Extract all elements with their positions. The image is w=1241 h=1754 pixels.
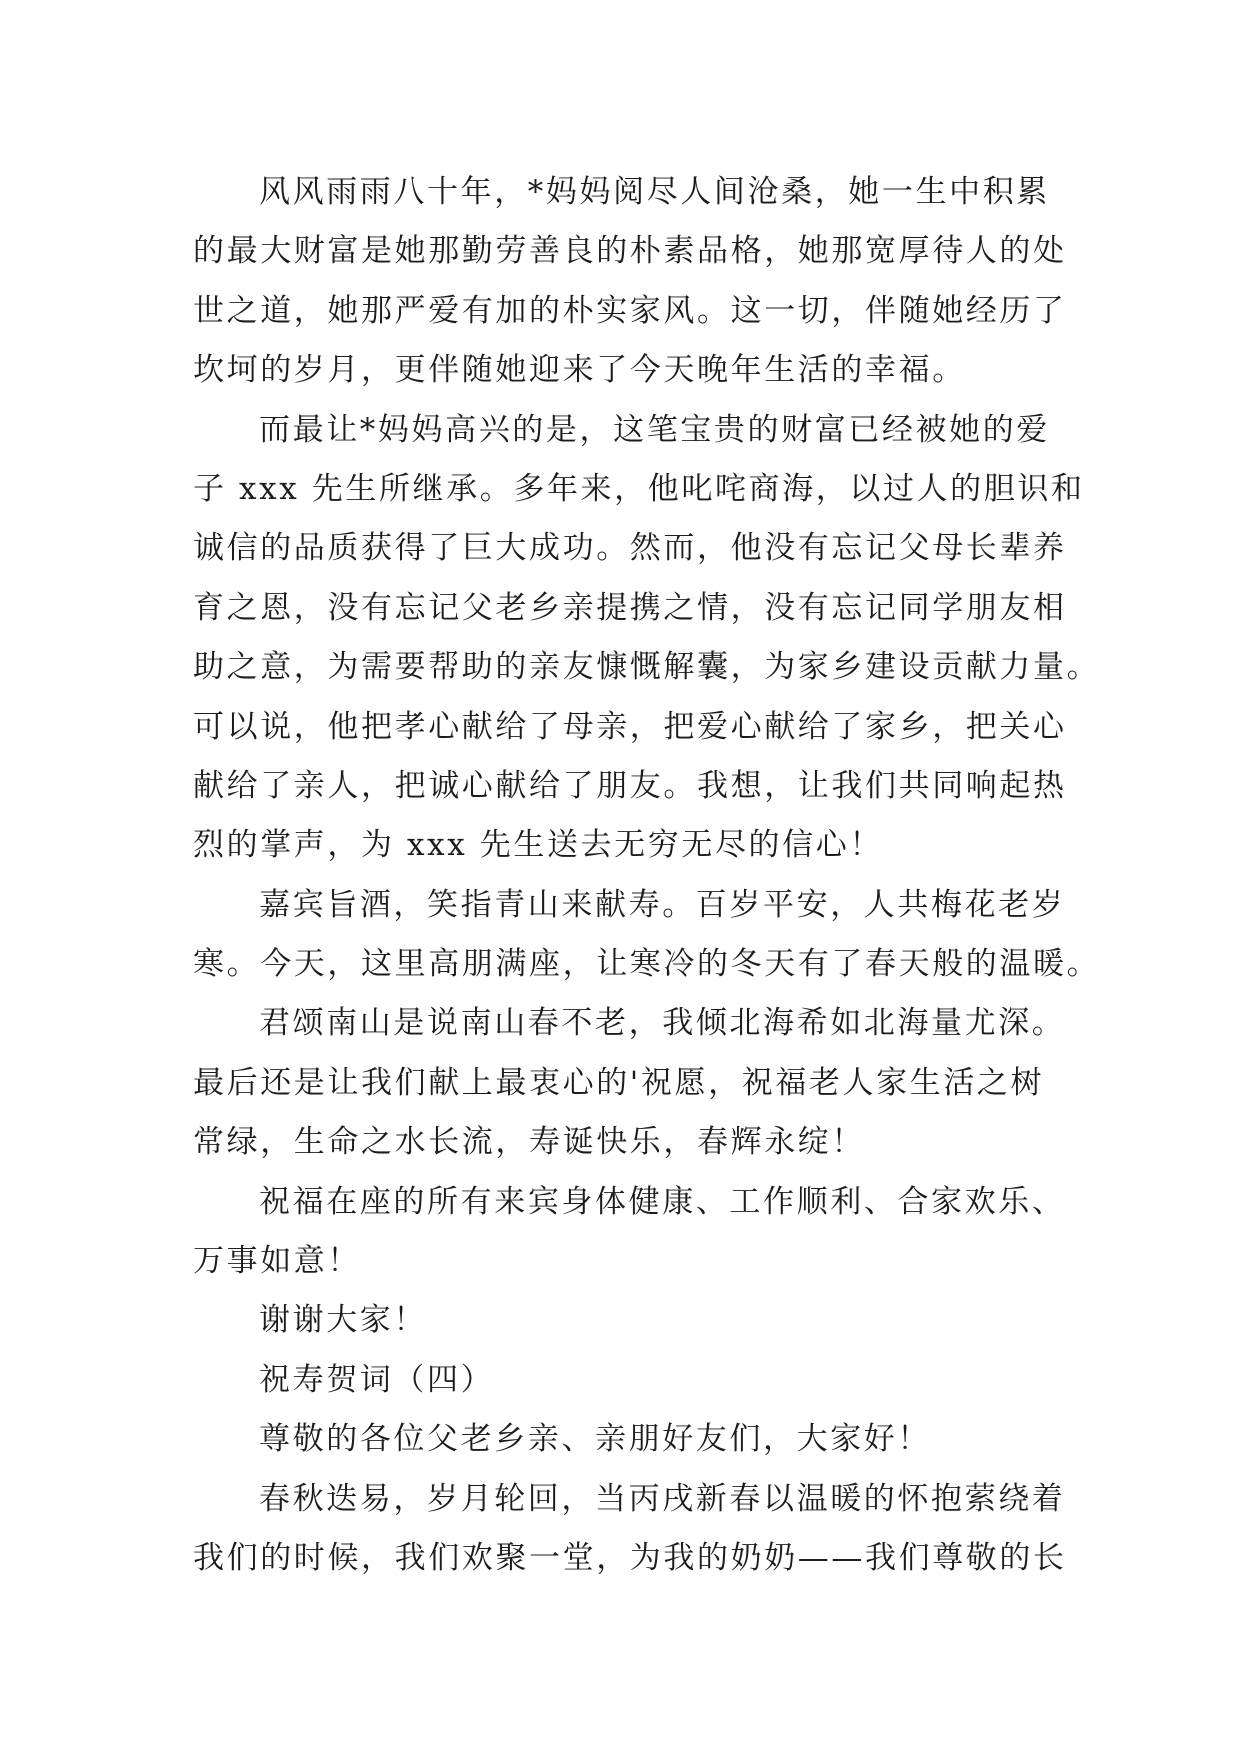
text-line: 而最让*妈妈高兴的是，这笔宝贵的财富已经被她的爱: [259, 411, 1050, 448]
text-line: 坎坷的岁月，更伴随她迎来了今天晚年生活的幸福。: [193, 352, 966, 389]
text-line: 万事如意！: [193, 1243, 361, 1280]
text-line: 寒。今天，这里高朋满座，让寒冷的冬天有了春天般的温暖。: [193, 946, 1101, 983]
text-line: 可以说，他把孝心献给了母亲，把爱心献给了家乡，把关心: [193, 708, 1067, 745]
text-line: 嘉宾旨酒，笑指青山来献寿。百岁平安，人共梅花老岁: [259, 886, 1066, 923]
text-line: 献给了亲人，把诚心献给了朋友。我想，让我们共同响起热: [193, 767, 1067, 804]
text-line: 世之道，她那严爱有加的朴实家风。这一切，伴随她经历了: [193, 292, 1067, 329]
text-line: 常绿，生命之水长流，寿诞快乐，春辉永绽！: [193, 1124, 865, 1161]
text-line: 子 xxx 先生所继承。多年来，他叱咤商海，以过人的胆识和: [193, 470, 1085, 507]
text-line: 谢谢大家！: [259, 1302, 427, 1339]
text-line: 尊敬的各位父老乡亲、亲朋好友们，大家好！: [259, 1421, 931, 1458]
text-line: 最后还是让我们献上最衷心的'祝愿，祝福老人家生活之树: [193, 1064, 1045, 1101]
text-line: 诚信的品质获得了巨大成功。然而，他没有忘记父母长辈养: [193, 530, 1067, 567]
text-line: 的最大财富是她那勤劳善良的朴素品格，她那宽厚待人的处: [193, 233, 1067, 270]
text-line: 春秋迭易，岁月轮回，当丙戌新春以温暖的怀抱萦绕着: [259, 1480, 1066, 1517]
text-line: 风风雨雨八十年，*妈妈阅尽人间沧桑，她一生中积累: [259, 174, 1050, 210]
text-line: 助之意，为需要帮助的亲友慷慨解囊，为家乡建设贡献力量。: [193, 649, 1101, 686]
text-line: 祝福在座的所有来宾身体健康、工作顺利、合家欢乐、: [259, 1183, 1066, 1220]
text-line: 君颂南山是说南山春不老，我倾北海希如北海量尤深。: [259, 1005, 1066, 1042]
section-heading: 祝寿贺词（四）: [259, 1361, 495, 1398]
text-line: 烈的掌声，为 xxx 先生送去无穷无尽的信心！: [193, 827, 883, 864]
text-line: 育之恩，没有忘记父老乡亲提携之情，没有忘记同学朋友相: [193, 589, 1067, 626]
document-body: [193, 163, 1101, 1588]
text-line: 我们的时候，我们欢聚一堂，为我的奶奶——我们尊敬的长: [193, 1539, 1067, 1576]
